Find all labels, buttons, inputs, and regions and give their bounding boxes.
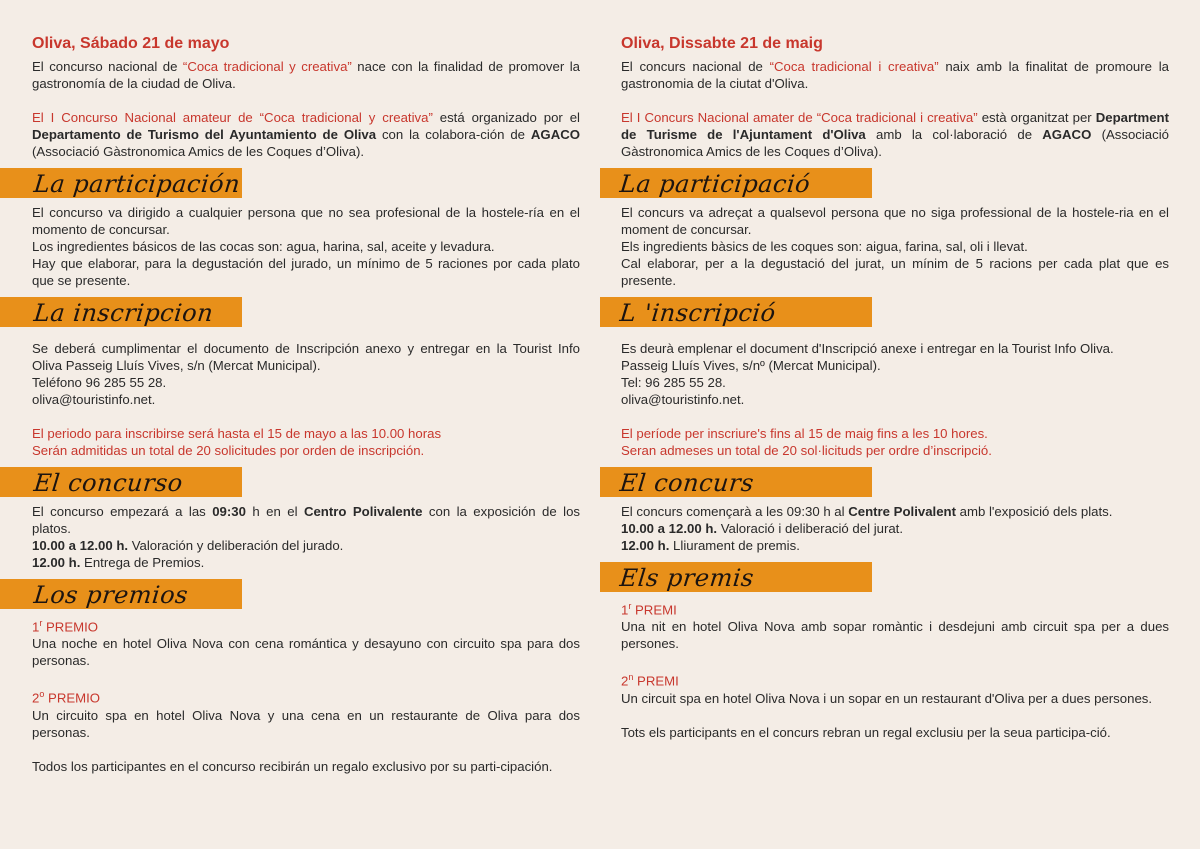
address-text: Passeig Lluís Vives, s/nº (Mercat Municipal). xyxy=(621,358,881,373)
schedule-line: 10.00 a 12.00 h. Valoración y deliberación del jurado. xyxy=(32,538,344,553)
first-prize-text: Una noche en hotel Oliva Nova con cena romántica y desayuno con circuito spa para dos personas. xyxy=(32,636,580,669)
second-prize-label: 2$^o$ PREMIO xyxy=(32,689,101,706)
participation-line: Els ingredients bàsics de les coques son: aigua, farina, sal, oli i llevat. xyxy=(621,239,1028,254)
contest-start: El concurso empezará a las 09:30 h en el Centro Polivalente con la exposición de los platos. xyxy=(32,504,581,536)
intro-paragraph: El concurs nacional de “Coca tradicional i creativa” naix amb la finalitat de promoure la gastronomia de la ciutat d'Oliva. xyxy=(621,59,1169,91)
section-banner-participation: La participación xyxy=(0,168,242,198)
section-banner-registration: L 'inscripció xyxy=(600,297,872,327)
participation-line: Cal elaborar, per a la degustació del jurat, un mínim de 5 racions per cada plat que es presente. xyxy=(621,256,1169,288)
schedule-line: 12.00 h. Lliurament de premis. xyxy=(621,538,800,553)
schedule-line: 12.00 h. Entrega de Premios. xyxy=(32,555,205,570)
page-title: Oliva, Dissabte 21 de maig xyxy=(621,35,823,52)
section-banner-registration: La inscripcion xyxy=(0,297,242,327)
first-prize-label: 1$^r$ PREMIO xyxy=(32,618,99,635)
closing-text: Tots els participants en el concurs rebran un regal exclusiu per la seua participa-ció. xyxy=(621,724,1111,740)
deadline-notice: El període per inscriure's fins al 15 de maig fins a les 10 hores. xyxy=(621,426,988,441)
schedule-line: 10.00 a 12.00 h. Valoració i deliberació del jurat. xyxy=(621,521,904,536)
phone-text: Tel: 96 285 55 28. xyxy=(621,375,726,390)
section-banner-contest: El concurso xyxy=(0,467,242,497)
spanish-column xyxy=(32,0,580,775)
participation-line: El concurso va dirigido a cualquier persona que no sea profesional de la hostele-ría en el momento de concursar. xyxy=(32,205,580,237)
page-title: Oliva, Sábado 21 de mayo xyxy=(32,35,230,52)
first-prize-text: Una nit en hotel Oliva Nova amb sopar romàntic i desdejuni amb circuit spa per a dues persones. xyxy=(621,619,1169,652)
first-prize-label: 1$^r$ PREMI xyxy=(621,601,677,618)
second-prize-label: 2$^n$ PREMI xyxy=(621,672,679,689)
registration-text: Es deurà emplenar el document d'Inscripció anexe i entregar en la Tourist Info Oliva. xyxy=(621,341,1114,356)
participation-line: El concurs va adreçat a qualsevol persona que no siga professional de la hostele-ria en el moment de concursar. xyxy=(621,205,1169,237)
intro-paragraph: El concurso nacional de “Coca tradicional y creativa” nace con la finalidad de promover la gastronomía de la ciudad de Oliva. xyxy=(32,59,580,91)
limit-notice: Seran admeses un total de 20 sol·licituds per ordre d’inscripció. xyxy=(621,443,992,458)
organizer-paragraph: El I Concurs Nacional amater de “Coca tradicional i creativa” està organitzat per Department de Turisme de l'Ajuntament d'Oliva amb la col·laboració de AGACO (Associació Gàstronomica Amics de les Coques d’Oliva). xyxy=(621,110,1169,159)
registration-text: Se deberá cumplimentar el documento de Inscripción anexo y entregar en la Tourist Info Oliva Passeig Lluís Vives, s/n (Mercat Municipal). xyxy=(32,341,580,373)
email-link[interactable]: oliva@touristinfo.net. xyxy=(621,392,745,407)
section-banner-participation: La participació xyxy=(600,168,872,198)
second-prize-text: Un circuit spa en hotel Oliva Nova i un sopar en un restaurant d'Oliva per a dues persones. xyxy=(621,690,1153,706)
phone-text: Teléfono 96 285 55 28. xyxy=(32,375,167,390)
email-link[interactable]: oliva@touristinfo.net. xyxy=(32,392,156,407)
participation-line: Hay que elaborar, para la degustación del jurado, un mínimo de 5 raciones por cada plato que se presente. xyxy=(32,256,580,288)
organizer-paragraph: El I Concurso Nacional amateur de “Coca tradicional y creativa” está organizado por el Departamento de Turismo del Ayuntamiento de Oliva con la colabora-ción de AGACO (Associació Gàstronomica Amics de les Coques d’Oliva). xyxy=(32,110,580,159)
section-banner-prizes: Els premis xyxy=(600,562,872,592)
section-banner-prizes: Los premios xyxy=(0,579,242,609)
limit-notice: Serán admitidas un total de 20 solicitudes por orden de inscripción. xyxy=(32,443,425,458)
valencian-column xyxy=(618,0,1169,741)
second-prize-text: Un circuito spa en hotel Oliva Nova y una cena en un restaurante de Oliva para dos personas. xyxy=(32,707,580,740)
closing-text: Todos los participantes en el concurso recibirán un regalo exclusivo por su parti-cipación. xyxy=(32,758,553,774)
section-banner-contest: El concurs xyxy=(600,467,872,497)
participation-line: Los ingredientes básicos de las cocas son: agua, harina, sal, aceite y levadura. xyxy=(32,239,495,254)
contest-start: El concurs començarà a les 09:30 h al Centre Polivalent amb l'exposició dels plats. xyxy=(621,504,1113,519)
deadline-notice: El periodo para inscribirse será hasta el 15 de mayo a las 10.00 horas xyxy=(32,426,442,441)
